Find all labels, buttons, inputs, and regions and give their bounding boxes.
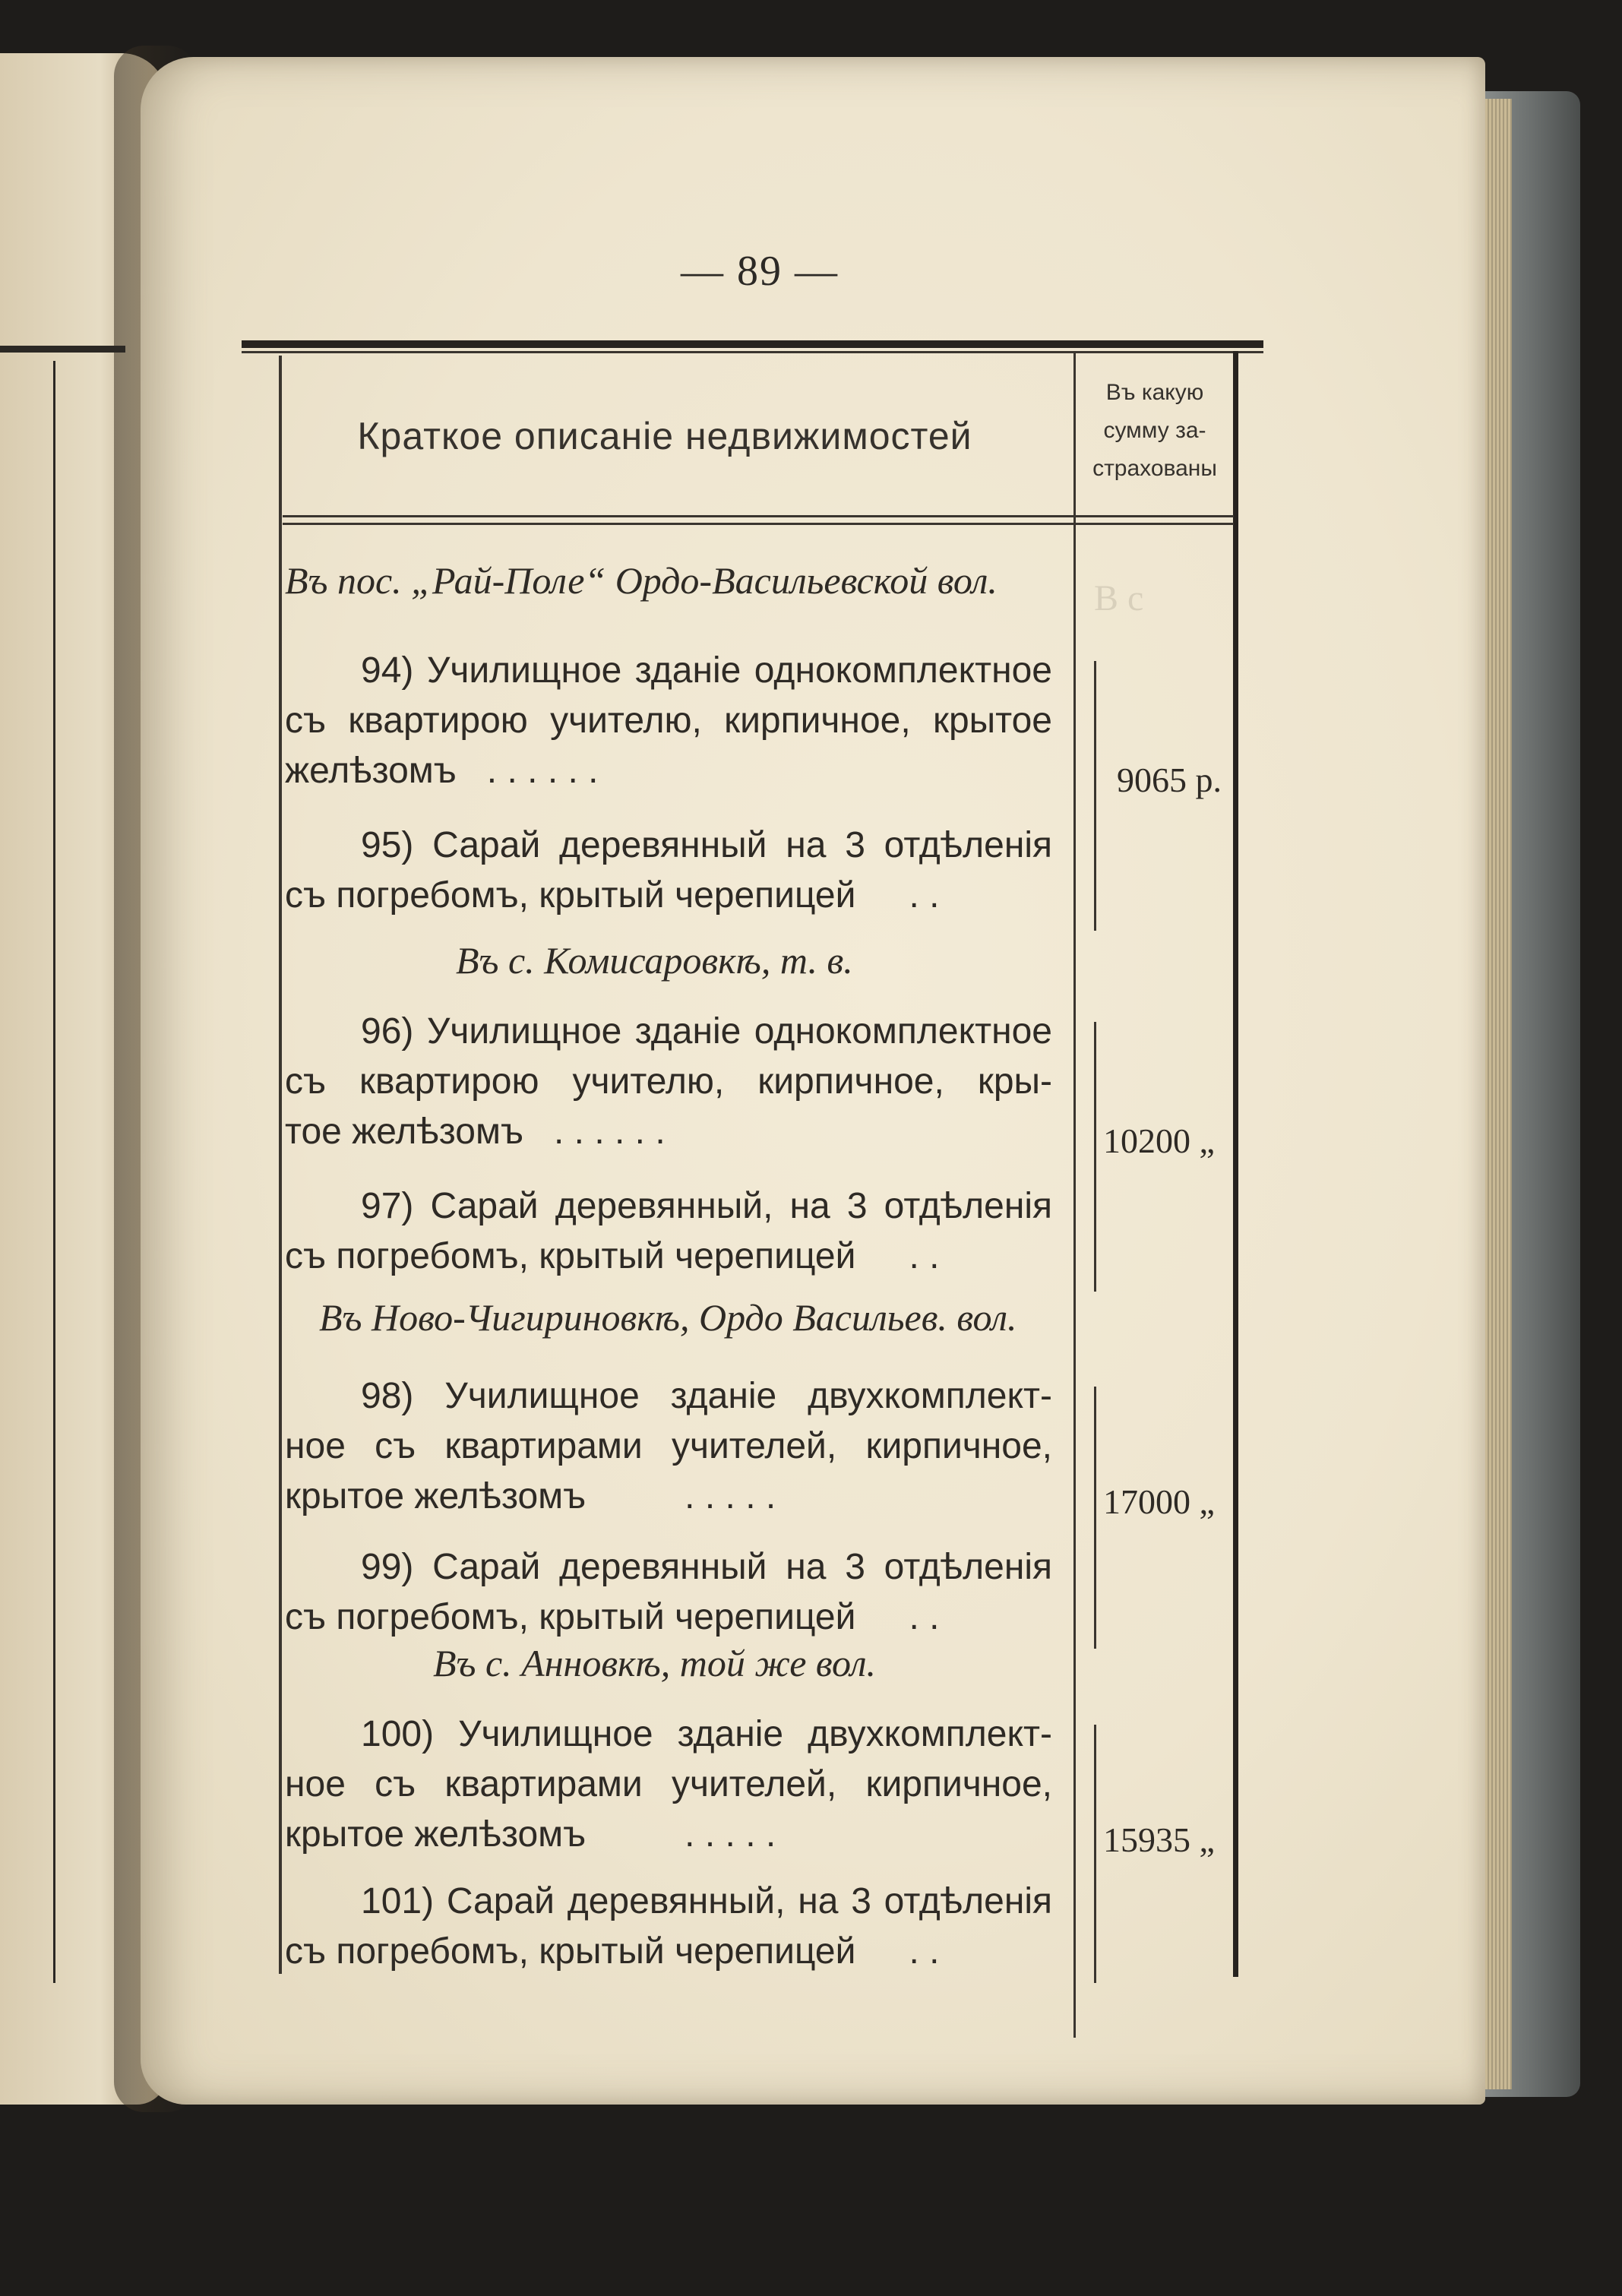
- group-amount: 17000 „: [1103, 1482, 1215, 1521]
- group-brace: [1094, 661, 1107, 931]
- item-line: 100) Училищное зданіе двухкомплект-: [361, 1714, 1052, 1754]
- section-heading: Въ с. Анновкѣ, той же вол.: [433, 1642, 877, 1684]
- table-column-divider: [1073, 351, 1076, 2038]
- item-line: съ квартирою учителю, кирпичное, крытое: [285, 701, 1052, 741]
- header-bottom-rule: [283, 515, 1234, 517]
- table-left-border: [279, 356, 282, 1974]
- leader-dots: . . . . . .: [553, 1112, 666, 1152]
- column-header-description: Краткое описаніе недвижимостей: [357, 415, 972, 457]
- item-line: 98) Училищное зданіе двухкомплект-: [361, 1376, 1052, 1416]
- column-header-sum: [1075, 374, 1235, 488]
- item-line: съ квартирою учителю, кирпичное, кры-: [285, 1061, 1052, 1102]
- show-through-text: В с: [1094, 578, 1144, 618]
- leader-dots: . .: [909, 875, 940, 916]
- item-line: [285, 1472, 1052, 1522]
- column-header-sum-line-1: Въ какую: [1105, 380, 1204, 405]
- leader-dots: . .: [909, 1931, 940, 1972]
- item-line: 97) Сарай деревянный, на 3 отдѣленія: [361, 1186, 1052, 1226]
- item-100: [285, 1709, 1052, 1860]
- table-top-rule: [242, 340, 1263, 348]
- leader-dots: . .: [909, 1236, 940, 1276]
- section-heading: Въ с. Комисаровкѣ, т. в.: [456, 939, 853, 982]
- left-page-column-line: [53, 361, 55, 1983]
- item-line: 101) Сарай деревянный, на 3 отдѣленія: [361, 1881, 1052, 1921]
- leader-dots: . . . . . .: [486, 751, 599, 791]
- item-101: [285, 1877, 1052, 1977]
- item-line-text: крытое желѣзомъ: [285, 1476, 587, 1516]
- group-amount: 9065 р.: [1117, 761, 1222, 799]
- header-bottom-rule-2: [283, 523, 1234, 525]
- table-right-border: [1233, 351, 1238, 1977]
- item-line: 94) Училищное зданіе однокомплектное: [361, 650, 1052, 691]
- leader-dots: . . . . .: [685, 1476, 776, 1516]
- section-heading: Въ Ново-Чигириновкѣ, Ордо Васильев. вол.: [319, 1296, 1017, 1339]
- left-page-top-rule: [0, 346, 125, 353]
- section-heading: Въ пос. „Рай-Поле“ Ордо-Васильевской вол.: [285, 559, 998, 602]
- item-95: [285, 821, 1052, 921]
- item-line: [285, 1107, 1052, 1157]
- item-line: 95) Сарай деревянный на 3 отдѣленія: [361, 825, 1052, 865]
- item-98: [285, 1371, 1052, 1522]
- item-line: 96) Училищное зданіе однокомплектное: [361, 1011, 1052, 1052]
- item-line: [285, 1232, 1052, 1282]
- item-line-text: тое желѣзомъ: [285, 1112, 523, 1152]
- item-line-text: съ погребомъ, крытый черепицей: [285, 1597, 856, 1637]
- column-header-sum-line-2: сумму за-: [1103, 418, 1206, 443]
- item-line: ное съ квартирами учителей, кирпичное,: [285, 1426, 1052, 1466]
- table-top-rule-thin: [242, 351, 1263, 353]
- item-line-text: желѣзомъ: [285, 751, 457, 791]
- item-96: [285, 1007, 1052, 1157]
- item-line: [285, 1810, 1052, 1860]
- item-line: [285, 746, 1052, 796]
- leader-dots: . . . . .: [685, 1814, 776, 1855]
- item-line: [285, 871, 1052, 921]
- item-line: 99) Сарай деревянный на 3 отдѣленія: [361, 1547, 1052, 1587]
- item-line-text: съ погребомъ, крытый черепицей: [285, 1236, 856, 1276]
- item-97: [285, 1181, 1052, 1282]
- page-number: — 89 —: [681, 248, 839, 295]
- item-99: [285, 1542, 1052, 1643]
- item-line: [285, 1927, 1052, 1977]
- item-line: ное съ квартирами учителей, кирпичное,: [285, 1764, 1052, 1804]
- item-94: [285, 646, 1052, 796]
- group-amount: 10200 „: [1103, 1121, 1215, 1160]
- item-line-text: съ погребомъ, крытый черепицей: [285, 1931, 856, 1972]
- group-amount: 15935 „: [1103, 1820, 1215, 1859]
- item-line-text: съ погребомъ, крытый черепицей: [285, 875, 856, 916]
- column-header-sum-line-3: страхованы: [1092, 456, 1217, 481]
- leader-dots: . .: [909, 1597, 940, 1637]
- item-line: [285, 1592, 1052, 1643]
- item-line-text: крытое желѣзомъ: [285, 1814, 587, 1855]
